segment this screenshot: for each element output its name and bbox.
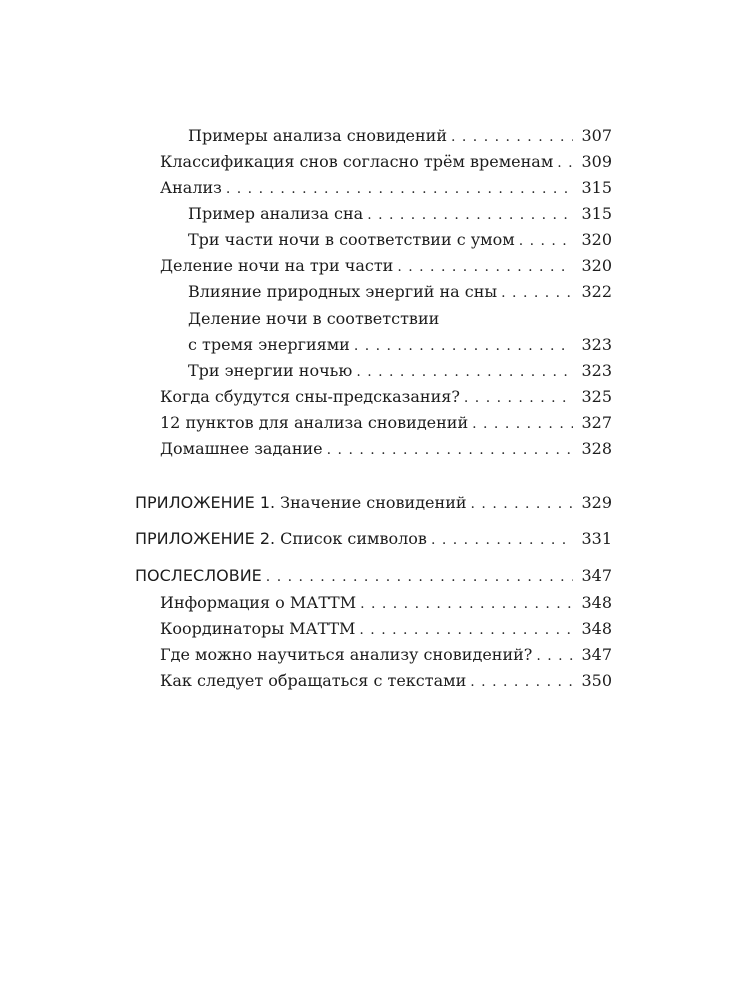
toc-section-entry	[135, 563, 612, 590]
toc-entry-title	[135, 526, 427, 552]
toc-entry-title: ПОСЛЕСЛОВИЕ	[135, 566, 262, 585]
toc-entry-title: Анализ	[160, 178, 222, 197]
toc-entry-page: 348	[581, 619, 612, 638]
toc-entry	[160, 616, 612, 643]
toc-entry-title: Пример анализа сна	[188, 204, 364, 223]
toc-entry	[160, 642, 612, 669]
toc-entry-title: Домашнее задание	[160, 439, 323, 458]
dot-leader	[360, 591, 573, 617]
dot-leader	[472, 411, 573, 437]
toc-entry-title: Три части ночи в соответствии с умом	[188, 230, 515, 249]
dot-leader	[464, 385, 574, 411]
dot-leader	[557, 150, 573, 176]
toc-entry-title: Примеры анализа сновидений	[188, 126, 447, 145]
dot-leader	[397, 254, 573, 280]
toc-entry	[188, 123, 612, 150]
toc-entry	[188, 227, 612, 254]
toc-entry-page: 315	[581, 204, 612, 223]
toc-entry-title: Как следует обращаться с текстами	[160, 671, 467, 690]
toc-entry	[160, 384, 612, 411]
toc-entry-page: 348	[581, 593, 612, 612]
dot-leader	[356, 359, 573, 385]
dot-leader	[354, 333, 574, 359]
toc-entry-title: Где можно научиться анализу сновидений?	[160, 645, 533, 664]
dot-leader	[501, 280, 573, 306]
toc-entry-page: 327	[581, 413, 612, 432]
toc-entry-page: 320	[581, 230, 612, 249]
toc-entry-page: 322	[581, 282, 612, 301]
dot-leader	[536, 643, 573, 669]
toc-entry-title: Координаторы МАТТМ	[160, 619, 356, 638]
toc-entry-page: 307	[581, 126, 612, 145]
toc-entry-page: 347	[581, 645, 612, 664]
toc-entry-title: Когда сбудутся сны-предсказания?	[160, 387, 460, 406]
toc-entry-title: 12 пунктов для анализа сновидений	[160, 413, 469, 432]
toc-entry	[160, 410, 612, 437]
appendix-title: Список символов	[280, 529, 427, 548]
dot-leader	[226, 176, 574, 202]
toc-entry-title: Деление ночи в соответствии	[188, 309, 440, 328]
toc-entry-page: 315	[581, 178, 612, 197]
toc-entry	[188, 332, 612, 359]
toc-entry-page: 320	[581, 256, 612, 275]
toc-entry-page: 328	[581, 439, 612, 458]
dot-leader	[471, 491, 574, 517]
toc-entry	[188, 201, 612, 228]
dot-leader	[431, 527, 574, 553]
toc-entry-title: Влияние природных энергий на сны	[188, 282, 498, 301]
toc-entry-page: 350	[581, 671, 612, 690]
toc-entry	[160, 149, 612, 176]
appendix-label: ПРИЛОЖЕНИЕ 2.	[135, 529, 276, 548]
appendix-title: Значение сновидений	[280, 493, 467, 512]
toc-entry-page: 323	[581, 335, 612, 354]
toc-entry	[160, 436, 612, 463]
toc-entry-title: Классификация снов согласно трём временам	[160, 152, 554, 171]
toc-entry-page: 347	[581, 566, 612, 585]
dot-leader	[327, 437, 574, 463]
toc-entry	[160, 175, 612, 202]
toc-entry-title: с тремя энергиями	[188, 335, 350, 354]
toc-entry	[188, 306, 612, 332]
appendix-label: ПРИЛОЖЕНИЕ 1.	[135, 493, 276, 512]
toc-entry-page: 309	[581, 152, 612, 171]
toc-entry	[188, 358, 612, 385]
toc-entry-title: Деление ночи на три части	[160, 256, 394, 275]
toc-entry-page: 331	[581, 529, 612, 548]
dot-leader	[266, 564, 574, 590]
dot-leader	[451, 124, 573, 150]
dot-leader	[470, 669, 573, 695]
toc-entry-title: Информация о МАТТМ	[160, 593, 357, 612]
toc-entry-page: 329	[581, 493, 612, 512]
dot-leader	[359, 617, 573, 643]
toc-entry	[188, 279, 612, 306]
toc-entry-title: Три энергии ночью	[188, 361, 353, 380]
toc-entry	[160, 253, 612, 280]
dot-leader	[367, 202, 573, 228]
toc-entry-page: 323	[581, 361, 612, 380]
toc-appendix-entry	[135, 490, 612, 517]
dot-leader	[519, 228, 574, 254]
toc-entry-page: 325	[581, 387, 612, 406]
toc-entry-title	[135, 490, 467, 516]
toc-appendix-entry	[135, 526, 612, 553]
toc-entry	[160, 668, 612, 695]
toc-entry	[160, 590, 612, 617]
